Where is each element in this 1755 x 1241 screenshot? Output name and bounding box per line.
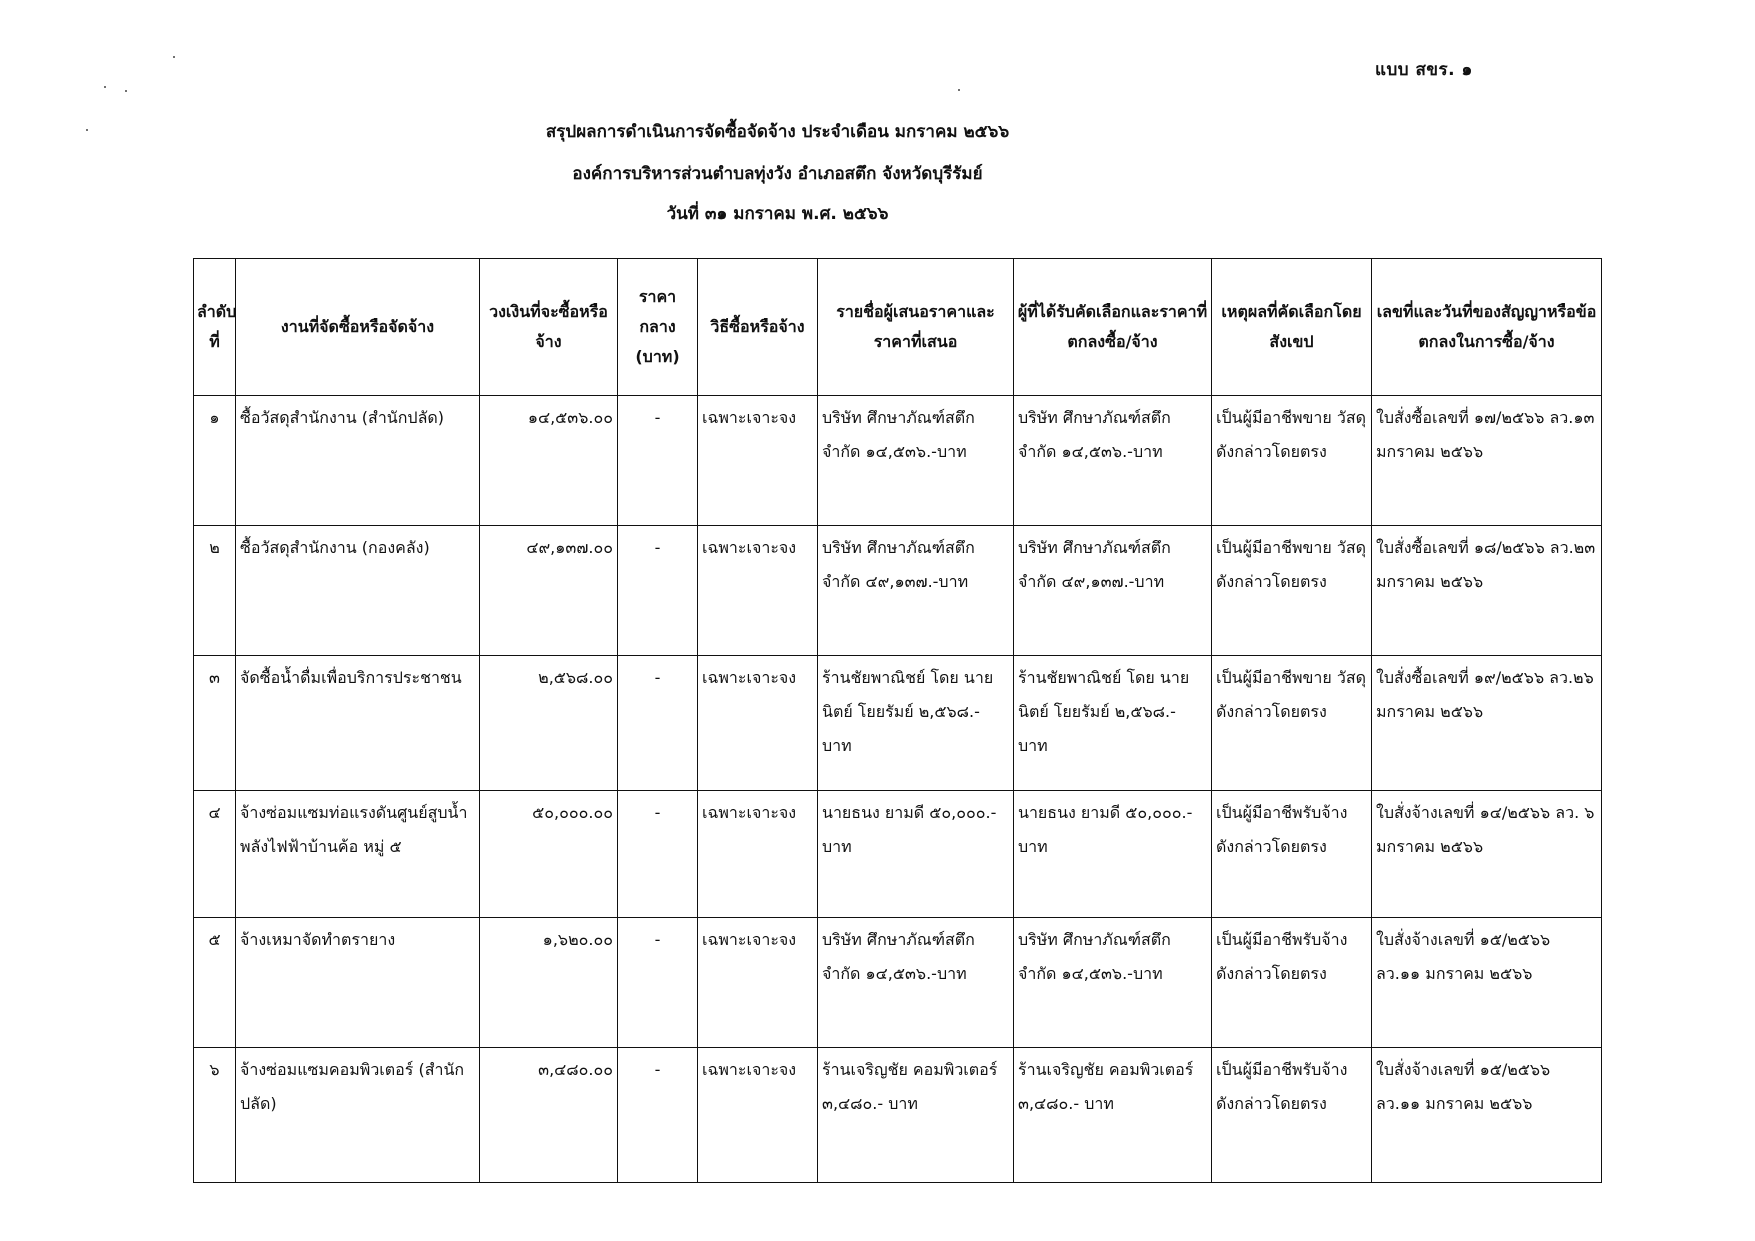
col-header-median-price: ราคากลาง (บาท) (618, 259, 698, 396)
cell-winner: บริษัท ศึกษาภัณฑ์สตึก จำกัด ๑๔,๕๓๖.-บาท (1014, 918, 1212, 1048)
cell-contract: ใบสั่งซื้อเลขที่ ๑๘/๒๕๖๖ ลว.๒๓ มกราคม ๒๕๖๖ (1372, 526, 1602, 656)
col-header-reason: เหตุผลที่คัดเลือกโดยสังเขป (1212, 259, 1372, 396)
cell-reason: เป็นผู้มีอาชีพรับจ้าง ดังกล่าวโดยตรง (1212, 918, 1372, 1048)
cell-contract: ใบสั่งซื้อเลขที่ ๑๙/๒๕๖๖ ลว.๒๖ มกราคม ๒๕๖๖ (1372, 656, 1602, 791)
cell-reason: เป็นผู้มีอาชีพขาย วัสดุดังกล่าวโดยตรง (1212, 396, 1372, 526)
cell-item: จ้างซ่อมแซมท่อแรงดันศูนย์สูบน้ำพลังไฟฟ้าบ้านค้อ หมู่ ๕ (236, 791, 480, 918)
cell-bidders: บริษัท ศึกษาภัณฑ์สตึก จำกัด ๔๙,๑๓๗.-บาท (818, 526, 1014, 656)
cell-bidders: ร้านเจริญชัย คอมพิวเตอร์ ๓,๔๘๐.- บาท (818, 1048, 1014, 1183)
procurement-table (193, 258, 1602, 1183)
cell-median-price: - (618, 918, 698, 1048)
cell-median-price: - (618, 656, 698, 791)
cell-budget: ๒,๕๖๘.๐๐ (480, 656, 618, 791)
cell-contract: ใบสั่งจ้างเลขที่ ๑๕/๒๕๖๖ ลว.๑๑ มกราคม ๒๕๖๖ (1372, 918, 1602, 1048)
cell-no: ๖ (194, 1048, 236, 1183)
cell-item: จัดซื้อน้ำดื่มเพื่อบริการประชาชน (236, 656, 480, 791)
cell-item: ซื้อวัสดุสำนักงาน (กองคลัง) (236, 526, 480, 656)
report-date: วันที่ ๓๑ มกราคม พ.ศ. ๒๕๖๖ (666, 204, 889, 224)
cell-method: เฉพาะเจาะจง (698, 396, 818, 526)
cell-method: เฉพาะเจาะจง (698, 918, 818, 1048)
report-title: สรุปผลการดำเนินการจัดซื้อจัดจ้าง ประจำเดือน มกราคม ๒๕๖๖ (545, 122, 1010, 142)
cell-budget: ๓,๔๘๐.๐๐ (480, 1048, 618, 1183)
col-header-bidders: รายชื่อผู้เสนอราคาและราคาที่เสนอ (818, 259, 1014, 396)
cell-reason: เป็นผู้มีอาชีพรับจ้าง ดังกล่าวโดยตรง (1212, 1048, 1372, 1183)
col-header-no: ลำดับที่ (194, 259, 236, 396)
col-header-contract: เลขที่และวันที่ของสัญญาหรือข้อตกลงในการซื้อ/จ้าง (1372, 259, 1602, 396)
table-row (194, 396, 1602, 526)
cell-reason: เป็นผู้มีอาชีพขาย วัสดุดังกล่าวโดยตรง (1212, 526, 1372, 656)
cell-method: เฉพาะเจาะจง (698, 1048, 818, 1183)
col-header-method: วิธีซื้อหรือจ้าง (698, 259, 818, 396)
cell-budget: ๑,๖๒๐.๐๐ (480, 918, 618, 1048)
cell-winner: ร้านชัยพาณิชย์ โดย นายนิตย์ โยยรัมย์ ๒,๕๖๘.- บาท (1014, 656, 1212, 791)
cell-no: ๓ (194, 656, 236, 791)
table-row (194, 656, 1602, 791)
table-row (194, 791, 1602, 918)
cell-bidders: บริษัท ศึกษาภัณฑ์สตึก จำกัด ๑๔,๕๓๖.-บาท (818, 396, 1014, 526)
cell-method: เฉพาะเจาะจง (698, 791, 818, 918)
cell-no: ๕ (194, 918, 236, 1048)
table-row (194, 1048, 1602, 1183)
cell-winner: บริษัท ศึกษาภัณฑ์สตึก จำกัด ๑๔,๕๓๖.-บาท (1014, 396, 1212, 526)
table-row (194, 918, 1602, 1048)
cell-reason: เป็นผู้มีอาชีพขาย วัสดุดังกล่าวโดยตรง (1212, 656, 1372, 791)
cell-bidders: นายธนง ยามดี ๕๐,๐๐๐.-บาท (818, 791, 1014, 918)
organization-name: องค์การบริหารส่วนตำบลทุ่งวัง อำเภอสตึก จังหวัดบุรีรัมย์ (572, 164, 983, 184)
cell-item: จ้างซ่อมแซมคอมพิวเตอร์ (สำนักปลัด) (236, 1048, 480, 1183)
cell-median-price: - (618, 526, 698, 656)
col-header-budget: วงเงินที่จะซื้อหรือจ้าง (480, 259, 618, 396)
cell-budget: ๑๔,๕๓๖.๐๐ (480, 396, 618, 526)
cell-no: ๔ (194, 791, 236, 918)
cell-item: จ้างเหมาจัดทำตรายาง (236, 918, 480, 1048)
cell-contract: ใบสั่งจ้างเลขที่ ๑๕/๒๕๖๖ ลว.๑๑ มกราคม ๒๕๖๖ (1372, 1048, 1602, 1183)
col-header-winner: ผู้ที่ได้รับคัดเลือกและราคาที่ตกลงซื้อ/จ้าง (1014, 259, 1212, 396)
cell-contract: ใบสั่งจ้างเลขที่ ๑๔/๒๕๖๖ ลว. ๖ มกราคม ๒๕๖๖ (1372, 791, 1602, 918)
table-row (194, 526, 1602, 656)
cell-no: ๒ (194, 526, 236, 656)
cell-method: เฉพาะเจาะจง (698, 656, 818, 791)
cell-budget: ๕๐,๐๐๐.๐๐ (480, 791, 618, 918)
cell-bidders: ร้านชัยพาณิชย์ โดย นายนิตย์ โยยรัมย์ ๒,๕๖๘.- บาท (818, 656, 1014, 791)
cell-bidders: บริษัท ศึกษาภัณฑ์สตึก จำกัด ๑๔,๕๓๖.-บาท (818, 918, 1014, 1048)
cell-method: เฉพาะเจาะจง (698, 526, 818, 656)
cell-median-price: - (618, 1048, 698, 1183)
cell-contract: ใบสั่งซื้อเลขที่ ๑๗/๒๕๖๖ ลว.๑๓ มกราคม ๒๕๖๖ (1372, 396, 1602, 526)
cell-no: ๑ (194, 396, 236, 526)
col-header-item: งานที่จัดซื้อหรือจัดจ้าง (236, 259, 480, 396)
cell-budget: ๔๙,๑๓๗.๐๐ (480, 526, 618, 656)
cell-winner: นายธนง ยามดี ๕๐,๐๐๐.-บาท (1014, 791, 1212, 918)
table-header-row (194, 259, 1602, 396)
cell-median-price: - (618, 791, 698, 918)
cell-winner: ร้านเจริญชัย คอมพิวเตอร์ ๓,๔๘๐.- บาท (1014, 1048, 1212, 1183)
cell-reason: เป็นผู้มีอาชีพรับจ้าง ดังกล่าวโดยตรง (1212, 791, 1372, 918)
cell-median-price: - (618, 396, 698, 526)
form-code: แบบ สขร. ๑ (1375, 60, 1473, 80)
cell-winner: บริษัท ศึกษาภัณฑ์สตึก จำกัด ๔๙,๑๓๗.-บาท (1014, 526, 1212, 656)
cell-item: ซื้อวัสดุสำนักงาน (สำนักปลัด) (236, 396, 480, 526)
